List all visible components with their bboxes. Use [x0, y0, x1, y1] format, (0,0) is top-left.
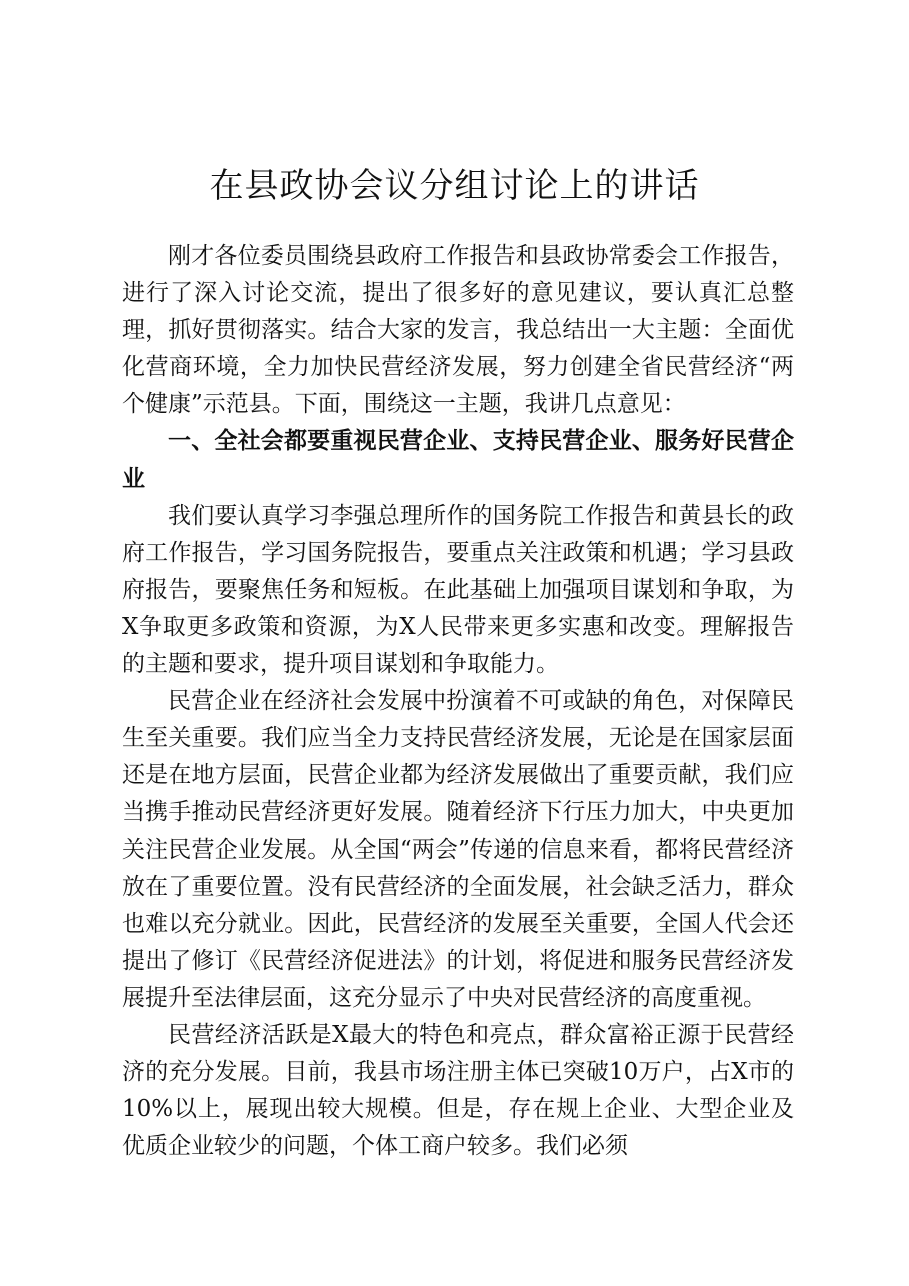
paragraph: 民营经济活跃是X最大的特色和亮点，群众富裕正源于民营经济的充分发展。目前，我县市场注册主体已突破10万户，占X市的10%以上，展现出较大规模。但是，存在规上企业、大型企业及优质企业较少的问题，个体工商户较多。我们必须 — [122, 1021, 794, 1160]
section-heading-1: 一、全社会都要重视民营企业、支持民营企业、服务好民营企业 — [122, 428, 794, 492]
document-body — [122, 238, 794, 1165]
paragraph: 民营企业在经济社会发展中扮演着不可或缺的角色，对保障民生至关重要。我们应当全力支持民营经济发展，无论是在国家层面还是在地方层面，民营企业都为经济发展做出了重要贡献，我们应当携手推动民营经济更好发展。随着经济下行压力加大，中央更加关注民营企业发展。从全国“两会”传递的信息来看，都将民营经济放在了重要位置。没有民营经济的全面发展，社会缺乏活力，群众也难以充分就业。因此，民营经济的发展至关重要，全国人代会还提出了修订《民营经济促进法》的计划，将促进和服务民营经济发展提升至法律层面，这充分显示了中央对民营经济的高度重视。 — [122, 688, 794, 1011]
document-title: 在县政协会议分组讨论上的讲话 — [209, 166, 700, 206]
paragraph: 我们要认真学习李强总理所作的国务院工作报告和黄县长的政府工作报告，学习国务院报告，要重点关注政策和机遇；学习县政府报告，要聚焦任务和短板。在此基础上加强项目谋划和争取，为X争取更多政策和资源，为X人民带来更多实惠和改变。理解报告的主题和要求，提升项目谋划和争取能力。 — [122, 502, 794, 678]
paragraph-intro: 刚才各位委员围绕县政府工作报告和县政协常委会工作报告，进行了深入讨论交流，提出了很多好的意见建议，要认真汇总整理，抓好贯彻落实。结合大家的发言，我总结出一大主题：全面优化营商环境，全力加快民营经济发展，努力创建全省民营经济“两个健康”示范县。下面，围绕这一主题，我讲几点意见： — [122, 243, 794, 418]
